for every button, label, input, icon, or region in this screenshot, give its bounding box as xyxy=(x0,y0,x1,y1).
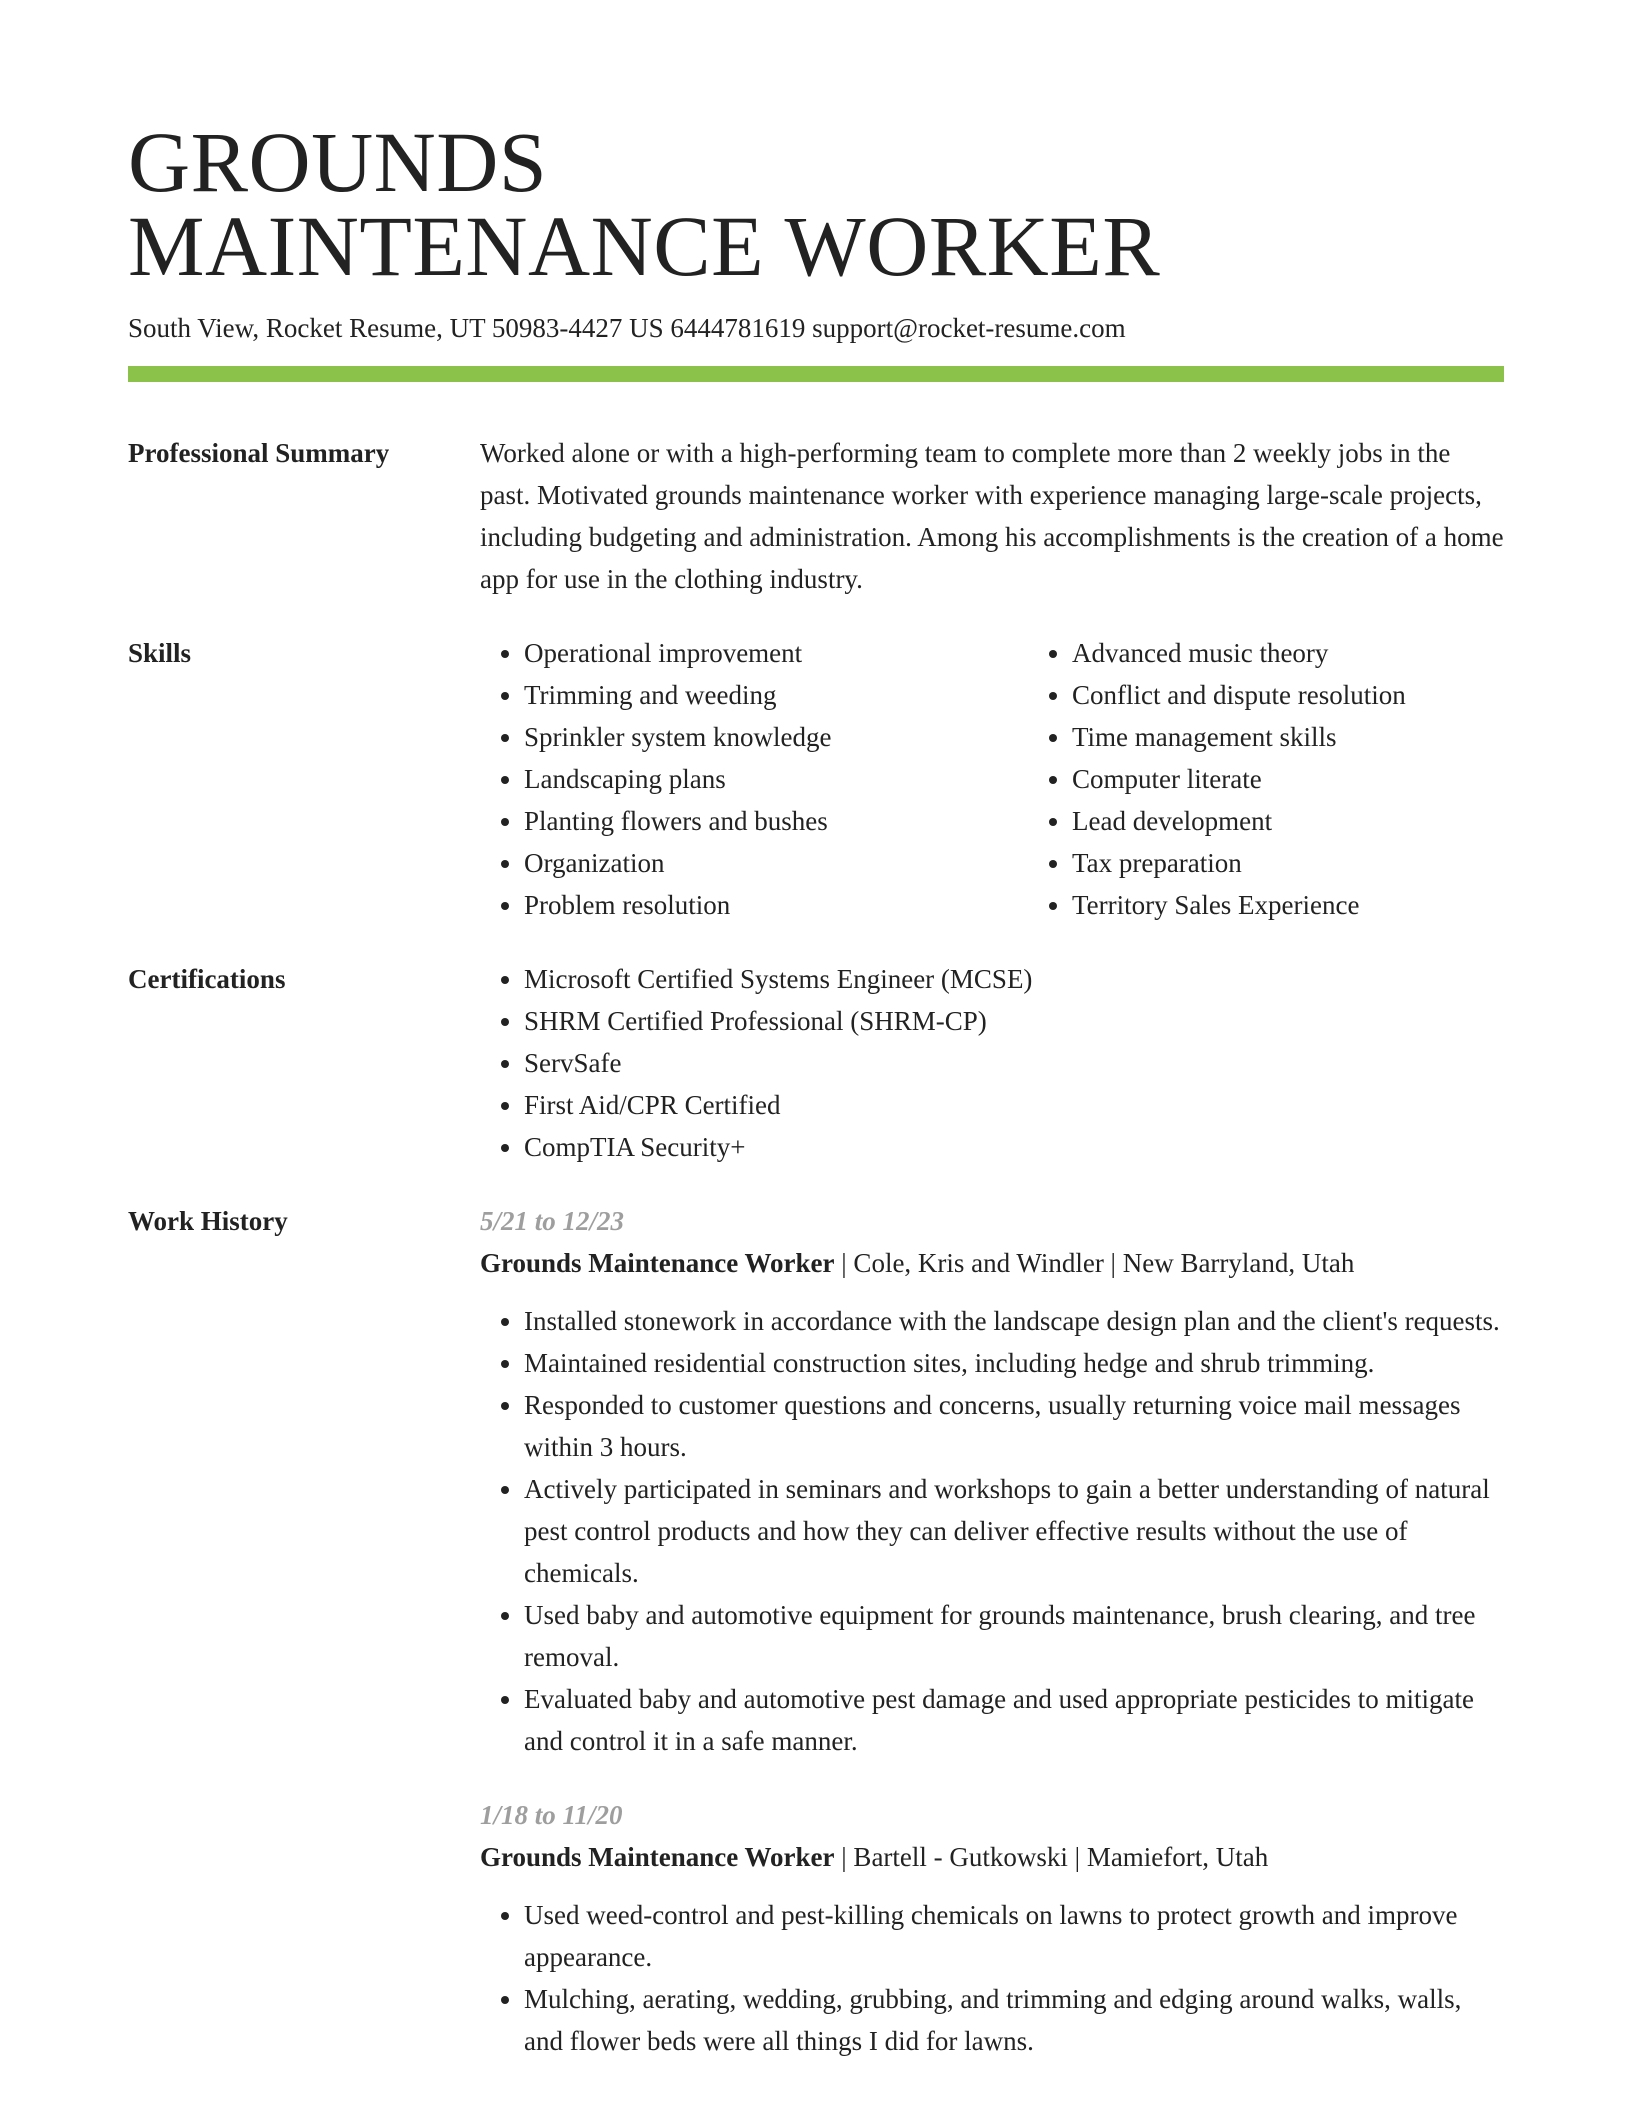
resume-title xyxy=(128,114,1504,294)
job-bullet: • Actively participated in seminars and workshops to gain a better understanding of natural pest control products and how they can deliver effective results without the use of chemicals. xyxy=(524,1468,1504,1594)
skill-item: • Advanced music theory xyxy=(1072,632,1576,674)
professional-summary-section xyxy=(128,432,1504,600)
job-dates: 5/21 to 12/23 xyxy=(480,1206,625,1236)
job-bullet: • Responded to customer questions and concerns, usually returning voice mail messages within 3 hours. xyxy=(524,1384,1504,1468)
skill-item: • Time management skills xyxy=(1072,716,1576,758)
certification-item: • First Aid/CPR Certified xyxy=(524,1084,1504,1126)
job-details: | Bartell - Gutkowski | Mamiefort, Utah xyxy=(834,1842,1269,1872)
work-history-body xyxy=(480,1200,1504,2062)
resume-header xyxy=(128,114,1504,382)
skill-item: • Planting flowers and bushes xyxy=(524,800,1028,842)
section-label-summary: Professional Summary xyxy=(128,438,390,468)
job-bullet: • Mulching, aerating, wedding, grubbing, and trimming and edging around walks, walls, and flower beds were all things I did for lawns. xyxy=(524,1978,1504,2062)
job-bullet: • Used baby and automotive equipment for grounds maintenance, brush clearing, and tree removal. xyxy=(524,1594,1504,1678)
work-history-section xyxy=(128,1200,1504,2062)
skill-item: • Operational improvement xyxy=(524,632,1028,674)
job-bullet: • Used weed-control and pest-killing chemicals on lawns to protect growth and improve appearance. xyxy=(524,1894,1504,1978)
resume-page xyxy=(128,114,1504,2062)
job-bullets xyxy=(480,1894,1504,2062)
skill-item: • Sprinkler system knowledge xyxy=(524,716,1028,758)
skills-grid xyxy=(480,632,1576,926)
section-label-skills: Skills xyxy=(128,638,192,668)
job-dates: 1/18 to 11/20 xyxy=(480,1800,623,1830)
job-title: Grounds Maintenance Worker xyxy=(480,1248,835,1278)
certifications-list xyxy=(480,958,1504,1168)
section-label-certifications: Certifications xyxy=(128,964,286,994)
job-bullet: • Installed stonework in accordance with the landscape design plan and the client's requests. xyxy=(524,1300,1504,1342)
job-title: Grounds Maintenance Worker xyxy=(480,1842,835,1872)
skills-list-right xyxy=(1028,632,1576,926)
skill-item: • Conflict and dispute resolution xyxy=(1072,674,1576,716)
job-header xyxy=(480,1836,1504,1878)
job-bullets xyxy=(480,1300,1504,1762)
title-line-2: MAINTENANCE WORKER xyxy=(128,198,1161,294)
contact-info: South View, Rocket Resume, UT 50983-4427 US 6444781619 support@rocket-resume.com xyxy=(128,313,1126,343)
job-bullet: • Maintained residential construction sites, including hedge and shrub trimming. xyxy=(524,1342,1504,1384)
job-details: | Cole, Kris and Windler | New Barryland, Utah xyxy=(834,1248,1355,1278)
title-line-1: GROUNDS xyxy=(128,114,548,210)
skill-item: • Territory Sales Experience xyxy=(1072,884,1576,926)
accent-divider xyxy=(128,366,1504,382)
skill-item: • Organization xyxy=(524,842,1028,884)
skill-item: • Computer literate xyxy=(1072,758,1576,800)
skills-list-left xyxy=(480,632,1028,926)
job-entry xyxy=(480,1200,1504,1762)
summary-text: Worked alone or with a high-performing team to complete more than 2 weekly jobs in the past. Motivated grounds maintenance worker with experience managing large-scale projects, including budgeting and administration. Among his accomplishments is the creation of a home app for use in the clothing industry. xyxy=(480,438,1504,594)
job-header xyxy=(480,1242,1504,1284)
job-bullet: • Evaluated baby and automotive pest damage and used appropriate pesticides to mitigate and control it in a safe manner. xyxy=(524,1678,1504,1762)
certifications-section xyxy=(128,958,1504,1168)
job-entry xyxy=(480,1794,1504,2062)
skill-item: • Lead development xyxy=(1072,800,1576,842)
skills-section xyxy=(128,632,1504,926)
certification-item: • Microsoft Certified Systems Engineer (MCSE) xyxy=(524,958,1504,1000)
skills-body xyxy=(480,632,1576,926)
skill-item: • Problem resolution xyxy=(524,884,1028,926)
certifications-body xyxy=(480,958,1504,1168)
skill-item: • Trimming and weeding xyxy=(524,674,1028,716)
certification-item: • ServSafe xyxy=(524,1042,1504,1084)
certification-item: • CompTIA Security+ xyxy=(524,1126,1504,1168)
certification-item: • SHRM Certified Professional (SHRM-CP) xyxy=(524,1000,1504,1042)
skill-item: • Tax preparation xyxy=(1072,842,1576,884)
section-label-work-history: Work History xyxy=(128,1206,288,1236)
skill-item: • Landscaping plans xyxy=(524,758,1028,800)
